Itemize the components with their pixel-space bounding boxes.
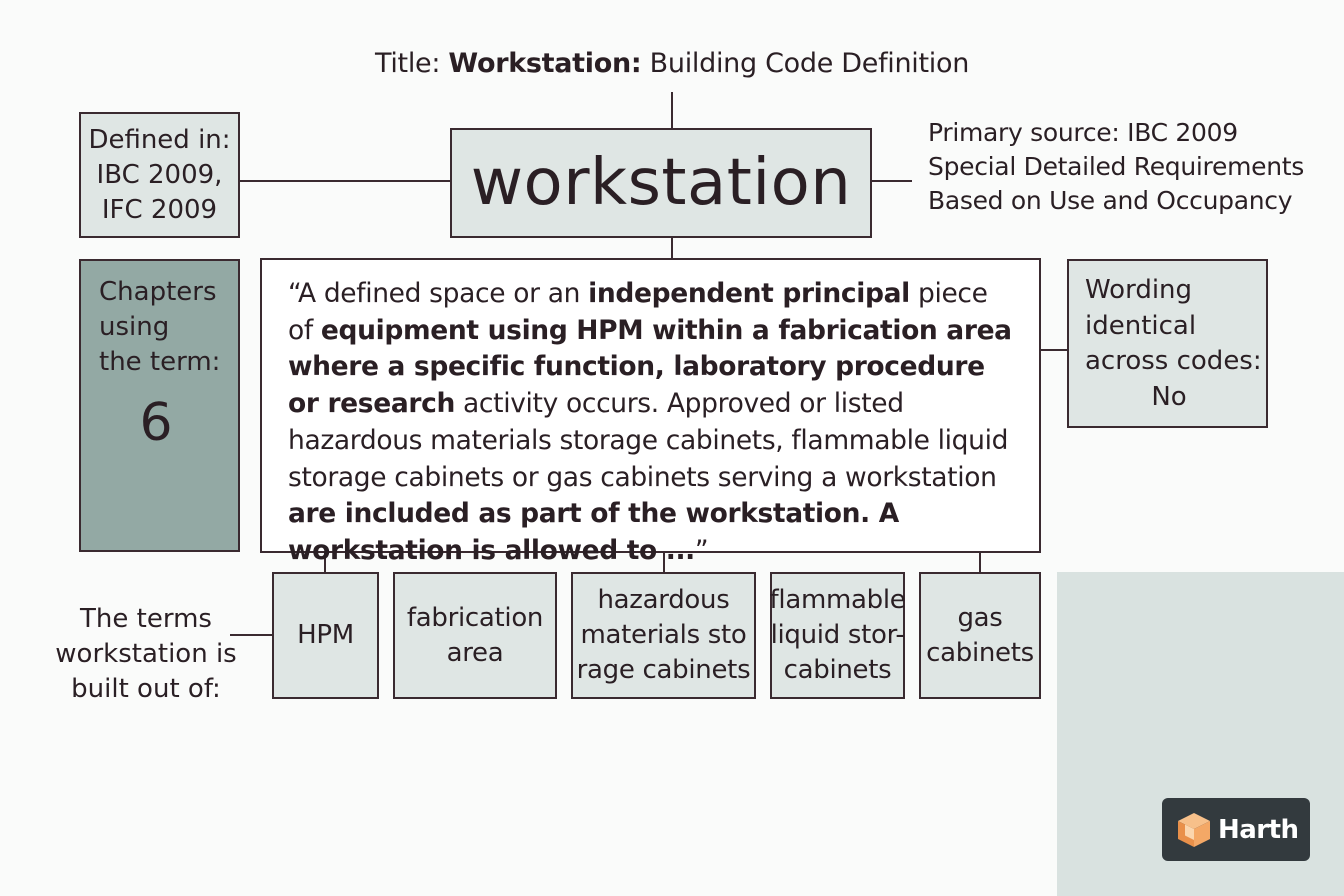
component-line: area <box>446 637 504 668</box>
definition-segment: activity occurs. Approved or listed hazardous materials storage cabinets, flammable liquid storage cabinets or gas cabinets serving a workstation <box>288 388 1009 493</box>
title-prefix: Title: <box>374 48 449 79</box>
primary-source-line: Special Detailed Requirements <box>928 152 1304 181</box>
chapters-label-line: the term: <box>99 347 221 377</box>
component-line: hazardous <box>597 585 730 615</box>
chapters-label-line: using <box>99 312 170 342</box>
definition-segment-bold: equipment using HPM within a fabrication area where a specific function, laboratory procedure or research <box>288 314 1012 420</box>
definition-text <box>288 278 1012 566</box>
component-line: liquid stor- <box>770 620 905 650</box>
connector-title-to-term <box>671 92 673 129</box>
wording-label-line: across codes: <box>1085 346 1262 376</box>
logo-text: Harth <box>1218 814 1299 845</box>
component-line: fabrication <box>406 602 544 633</box>
primary-source-line: Primary source: IBC 2009 <box>928 118 1238 147</box>
connector-term-to-definition <box>671 238 673 259</box>
component-line: materials sto <box>580 620 747 650</box>
main-term-box <box>450 128 872 238</box>
connector-definition-to-wording <box>1041 349 1068 351</box>
definition-segment-bold: are included as part of the workstation. A workstation is allowed to ... <box>288 498 899 566</box>
title-rest: Building Code Definition <box>641 48 970 79</box>
chapters-box <box>79 259 240 552</box>
wording-value: No <box>1151 381 1187 412</box>
component-fabrication-area <box>393 572 557 699</box>
defined-in-code: IBC 2009, <box>96 159 223 190</box>
component-line: gas <box>957 602 1003 633</box>
connector-definition-to-gas <box>979 552 981 573</box>
component-hpm <box>272 572 379 699</box>
definition-segment: “A defined space or an <box>288 278 589 309</box>
built-out-of-label-line: The terms <box>80 604 212 634</box>
component-line: cabinets <box>926 637 1034 668</box>
component-line: flammable <box>769 585 906 615</box>
built-out-of-label <box>46 602 246 707</box>
title-bold: Workstation: <box>448 48 642 79</box>
component-line: rage cabinets <box>576 655 751 685</box>
primary-source-note <box>928 116 1328 218</box>
diagram-title <box>0 48 1344 79</box>
wording-label-line: Wording <box>1085 275 1193 305</box>
connector-defined-in-to-term <box>240 180 450 182</box>
defined-in-label: Defined in: <box>88 124 231 155</box>
component-line: cabinets <box>783 655 892 685</box>
definition-box <box>260 258 1041 566</box>
chapters-label <box>99 275 220 380</box>
component-line: HPM <box>297 620 354 650</box>
built-out-of-label-line: built out of: <box>71 674 221 704</box>
main-term: workstation <box>470 146 852 220</box>
connector-term-to-source <box>872 180 912 182</box>
component-flammable-liquid-storage-cabinets <box>770 572 905 699</box>
definition-segment-bold: independent principal <box>588 278 910 309</box>
defined-in-code: IFC 2009 <box>101 194 218 225</box>
harth-logo <box>1162 798 1310 861</box>
definition-segment: ” <box>694 534 709 566</box>
built-out-of-label-line: workstation is <box>55 639 237 669</box>
chapters-label-line: Chapters <box>99 277 217 307</box>
wording-box <box>1067 259 1268 428</box>
defined-in-box <box>79 112 240 238</box>
cube-icon <box>1174 810 1214 850</box>
primary-source-line: Based on Use and Occupancy <box>928 186 1293 215</box>
definition-segment: piece of <box>288 278 988 346</box>
component-hazardous-materials-storage-cabinets <box>571 572 756 699</box>
chapters-count: 6 <box>139 393 173 453</box>
wording-label-line: identical <box>1085 310 1197 341</box>
component-gas-cabinets <box>919 572 1041 699</box>
